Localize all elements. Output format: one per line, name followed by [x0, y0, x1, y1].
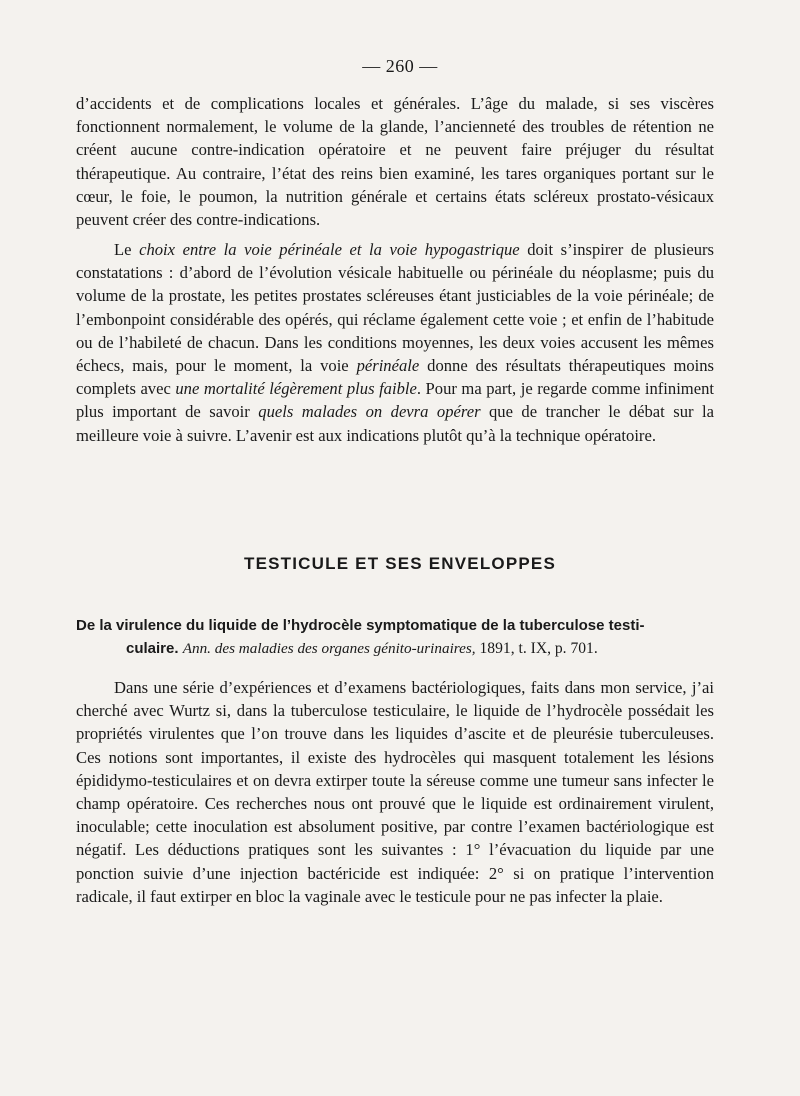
section-heading: TESTICULE ET SES ENVELOPPES [243, 554, 556, 573]
italic-run: quels malades on devra opérer [258, 402, 481, 422]
italic-run: choix entre la voie périnéale et la voie hypogastrique [139, 240, 520, 259]
paragraph-choice-of-route [76, 238, 714, 447]
text-run: Le [114, 240, 140, 259]
article-title-line: De la virulence du liquide de l’hydrocèle symptomatique de la tuberculose testi- [76, 617, 645, 634]
paragraph-prostate-contraindications [76, 92, 714, 231]
italic-run: une mortalité légèrement plus faible [175, 379, 417, 399]
paragraph-text: Dans une série d’expériences et d’examens bactériologiques, faits dans mon service, j’ai cherché avec Wurtz si, dans la tuberculose testiculaire, le liquide de l’hydrocèle possédait les propriétés virulentes que l’on trouve dans les liquides d’ascite et de pleurésie tuberculeuses. Ces notions sont importantes, il existe des hydrocèles qui masquent totalement les lésions épididymo-testiculaires et on devra extirper toute la séreuse comme une tumeur sans infecter le champ opératoire. Ces recherches nous ont prouvé que le liquide est ordinairement virulent, inoculable; cette inoculation est absolument positive, par contre l’examen bactériologique est négatif. Les déductions pratiques sont les suivantes : 1° l’évacuation du liquide par une ponction suivie d’une injection bactéricide est indiquée: 2° si on pratique l’intervention radicale, il faut extirper en bloc la vaginale avec le testicule pour ne pas infecter la plaie. [76, 678, 714, 906]
article-title-continuation [76, 637, 714, 660]
paragraph-hydrocele-virulence [76, 676, 714, 908]
text-run: que de trancher le débat sur la meilleure voie à suivre. L’avenir est aux indications plutôt qu’à la technique opératoire. [76, 402, 714, 445]
text-run: doit s’inspirer de plusieurs constatations : d’abord de l’évolution vésicale habituelle ou périnéale du néoplasme; puis du volume de la prostate, les petites prostates scléreuses étant justiciables de la voie périnéale; de l’embonpoint considérable des opérés, qui réclame également cette voie ; et enfin de l’habitude ou de l’habileté de chacun. Dans les conditions moyennes, les deux voies accusent les mêmes échecs, mais, pour le moment, la voie [76, 240, 714, 376]
journal-name: Ann. des maladies des organes génito-urinaires, [182, 640, 476, 657]
publication-details: 1891, t. IX, p. 701. [475, 640, 598, 657]
text-run: . Pour ma part, je regarde comme infiniment plus important de savoir [76, 379, 714, 422]
article-title-end: culaire. [126, 640, 179, 657]
text-run: donne des résultats thérapeutiques moins complets avec [76, 356, 715, 399]
page-number: — 260 — [362, 56, 438, 76]
paragraph-text: d’accidents et de complications locales et générales. L’âge du malade, si ses viscères fonctionnent normalement, le volume de la glande, l’ancienneté des troubles de rétention ne créent aucune contre-indication opératoire et ne peuvent faire préjuger du résultat thérapeutique. Au contraire, l’état des reins bien examiné, les tares organiques portant sur le cœur, le foie, le poumon, la nutrition générale et certains états scléreux prostato-vésicaux peuvent créer des contre-indications. [76, 94, 714, 230]
article-reference [76, 614, 714, 660]
italic-run: périnéale [356, 356, 420, 376]
paragraph-text [76, 238, 714, 447]
